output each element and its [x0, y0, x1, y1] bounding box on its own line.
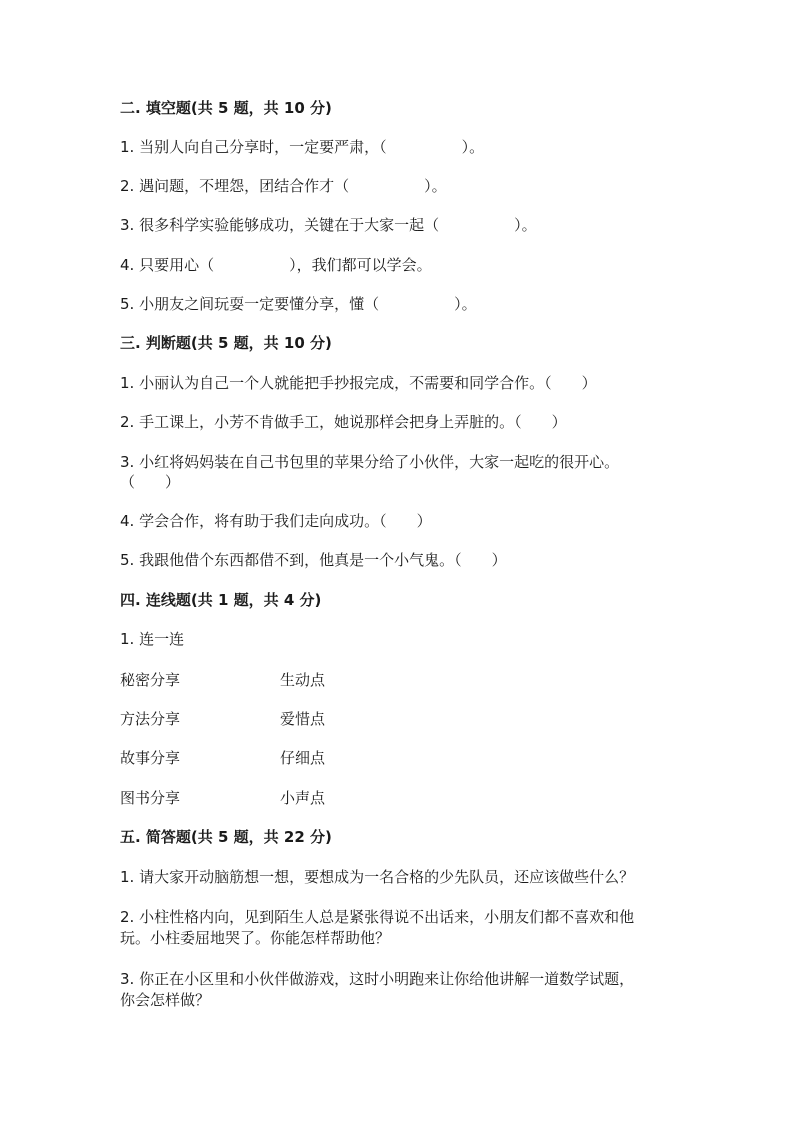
short-question-3: 3. 你正在小区里和小伙伴做游戏，这时小明跑来让你给他讲解一道数学试题， [120, 970, 635, 988]
match-left-item: 秘密分享 [120, 671, 181, 689]
section-heading-short-answer: 五. 简答题(共 5 题，共 22 分) [120, 828, 332, 846]
judge-question-2: 2. 手工课上，小芳不肯做手工，她说那样会把身上弄脏的。（ ） [120, 413, 567, 431]
section-heading-true-false: 三. 判断题(共 5 题，共 10 分) [120, 334, 332, 352]
short-question-2: 2. 小柱性格内向，见到陌生人总是紧张得说不出话来，小朋友们都不喜欢和他 [120, 908, 635, 926]
match-left-item: 故事分享 [120, 749, 181, 767]
short-question-2-cont: 玩。小柱委屈地哭了。你能怎样帮助他？ [120, 929, 391, 947]
judge-question-3: 3. 小红将妈妈装在自己书包里的苹果分给了小伙伴，大家一起吃的很开心。 [120, 453, 620, 471]
short-question-1: 1. 请大家开动脑筋想一想，要想成为一名合格的少先队员，还应该做些什么？ [120, 868, 635, 886]
fill-question-3: 3. 很多科学实验能够成功，关键在于大家一起（ ）。 [120, 216, 537, 234]
judge-question-3-answer: （ ） [120, 473, 181, 491]
fill-question-2: 2. 遇问题，不埋怨，团结合作才（ ）。 [120, 177, 447, 195]
fill-question-5: 5. 小朋友之间玩耍一定要懂分享，懂（ ）。 [120, 295, 477, 313]
short-question-3-cont: 你会怎样做？ [120, 991, 211, 1009]
section-heading-fill-blank: 二. 填空题(共 5 题，共 10 分) [120, 99, 332, 117]
fill-question-4: 4. 只要用心（ ），我们都可以学会。 [120, 256, 432, 274]
match-right-item: 小声点 [280, 789, 326, 807]
match-right-item: 生动点 [280, 671, 326, 689]
judge-question-1: 1. 小丽认为自己一个人就能把手抄报完成，不需要和同学合作。（ ） [120, 374, 597, 392]
match-right-item: 爱惜点 [280, 710, 326, 728]
section-heading-matching: 四. 连线题(共 1 题，共 4 分) [120, 591, 322, 609]
match-left-item: 方法分享 [120, 710, 181, 728]
judge-question-5: 5. 我跟他借个东西都借不到，他真是一个小气鬼。（ ） [120, 551, 507, 569]
match-question-1: 1. 连一连 [120, 630, 185, 648]
fill-question-1: 1. 当别人向自己分享时，一定要严肃，（ ）。 [120, 138, 485, 156]
match-right-item: 仔细点 [280, 749, 326, 767]
judge-question-4: 4. 学会合作，将有助于我们走向成功。（ ） [120, 512, 432, 530]
match-left-item: 图书分享 [120, 789, 181, 807]
